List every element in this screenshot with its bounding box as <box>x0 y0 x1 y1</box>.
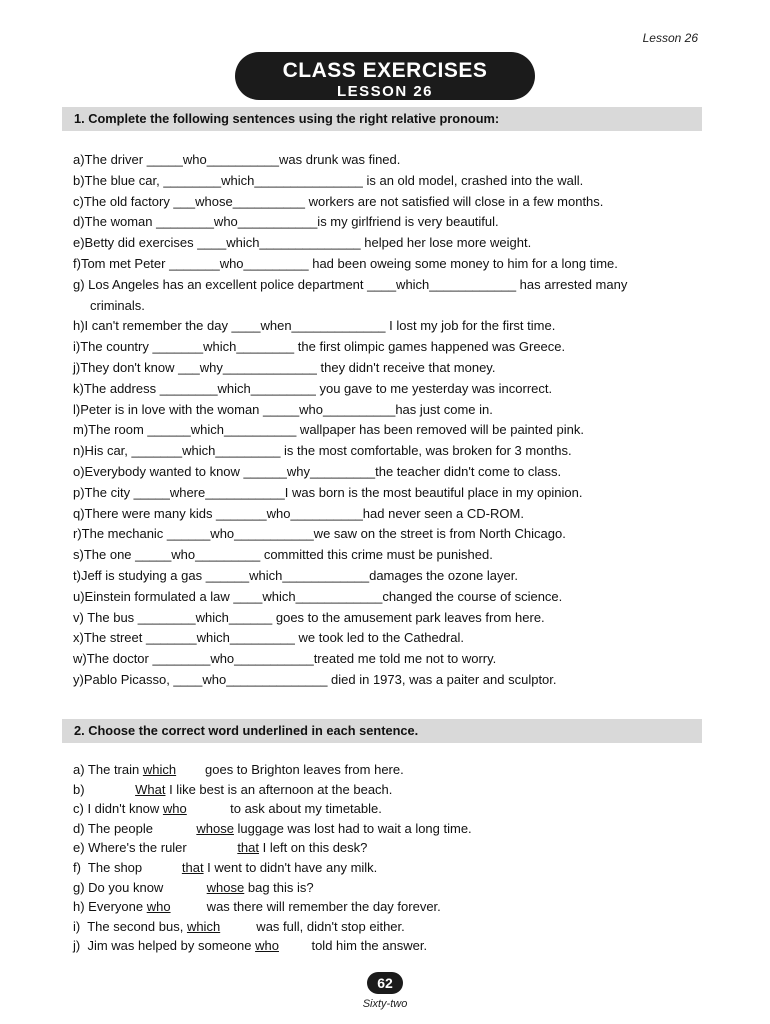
item-text: f) The shop <box>73 859 182 875</box>
item-text: b) <box>73 781 136 797</box>
list-item: a)The driver _____who__________was drunk was fined. <box>73 152 401 167</box>
list-item: m)The room ______which__________ wallpaper has been removed will be painted pink. <box>73 422 584 438</box>
list-item: y)Pablo Picasso, ____who______________ died in 1973, was a paiter and sculptor. <box>73 671 557 687</box>
item-text: e) Where's the ruler <box>73 840 238 856</box>
section-1-list <box>73 150 693 691</box>
list-item <box>73 799 693 819</box>
item-text: d) The people <box>73 820 197 836</box>
item-text: h) Everyone <box>73 899 147 915</box>
item-text: to ask about my timetable. <box>186 801 382 817</box>
item-text: was full, didn't stop either. <box>220 918 405 934</box>
section-2-list <box>73 760 693 956</box>
list-item: d)The woman ________who___________is my girlfriend is very beautiful. <box>73 214 499 230</box>
page-number-badge: 62 <box>367 972 403 994</box>
page-title: CLASS EXERCISES <box>282 59 488 82</box>
list-item-g-line1: g) Los Angeles has an excellent police department ____which____________ has arrested many <box>73 276 628 292</box>
underlined-word: who <box>146 899 171 915</box>
list-item <box>73 838 693 858</box>
list-item <box>73 760 693 780</box>
title-banner <box>235 52 535 100</box>
underlined-word: whose <box>196 820 234 836</box>
list-item: b)The blue car, ________which_______________ is an old model, crashed into the wall. <box>73 172 584 188</box>
page-subtitle: LESSON 26 <box>336 83 434 100</box>
item-text: bag this is? <box>244 879 314 895</box>
underlined-word: that <box>181 859 204 875</box>
item-text: a) The train <box>73 762 143 777</box>
underlined-word: who <box>255 938 279 954</box>
item-text: g) Do you know <box>73 879 207 895</box>
list-item-g <box>73 275 693 317</box>
item-text: j) Jim was helped by someone <box>73 938 256 954</box>
list-item: u)Einstein formulated a law ____which____________changed the course of science. <box>73 588 563 604</box>
list-item <box>73 936 693 956</box>
item-text: I went to didn't have any milk. <box>203 859 378 875</box>
item-text: I like best is an afternoon at the beach. <box>165 781 393 797</box>
lesson-tag: Lesson 26 <box>642 31 698 45</box>
list-item: o)Everybody wanted to know ______why_________the teacher didn't come to class. <box>73 463 562 479</box>
list-item: k)The address ________which_________ you gave to me yesterday was incorrect. <box>73 380 553 396</box>
underlined-word: What <box>135 781 166 797</box>
list-item <box>73 819 693 839</box>
list-item: q)There were many kids _______who__________had never seen a CD-ROM. <box>73 505 524 521</box>
item-text: was there will remember the day forever. <box>170 899 441 915</box>
list-item: v) The bus ________which______ goes to the amusement park leaves from here. <box>73 609 545 625</box>
item-text: c) I didn't know <box>73 801 163 817</box>
item-text: goes to Brighton leaves from here. <box>176 762 404 777</box>
list-item: e)Betty did exercises ____which______________ helped her lose more weight. <box>73 235 532 251</box>
underlined-word: which <box>142 762 177 777</box>
list-item: n)His car, _______which_________ is the most comfortable, was broken for 3 months. <box>73 443 572 459</box>
list-item: h)I can't remember the day ____when_____________ I lost my job for the first time. <box>73 318 556 334</box>
section-1-heading: 1. Complete the following sentences using the right relative pronoum: <box>74 111 500 126</box>
list-item <box>73 858 693 878</box>
list-item: r)The mechanic ______who___________we saw on the street is from North Chicago. <box>73 526 566 542</box>
section-2-heading: 2. Choose the correct word underlined in each sentence. <box>74 723 419 738</box>
page-number-word: Sixty-two <box>362 998 408 1010</box>
list-item: j)They don't know ___why_____________ they didn't receive that money. <box>73 359 496 375</box>
list-item-g-line2: criminals. <box>90 297 145 313</box>
list-item <box>73 917 693 937</box>
item-text: luggage was lost had to wait a long time. <box>233 820 472 836</box>
list-item: p)The city _____where___________I was born is the most beautiful place in my opinion. <box>73 484 583 500</box>
list-item <box>73 780 693 800</box>
underlined-word: that <box>237 840 259 856</box>
section-2-heading-bar <box>62 719 702 743</box>
section-1-heading-bar <box>62 107 702 131</box>
list-item: t)Jeff is studying a gas ______which____________damages the ozone layer. <box>73 567 518 583</box>
item-text: i) The second bus, <box>73 918 187 934</box>
underlined-word: which <box>186 918 221 934</box>
list-item: s)The one _____who_________ committed this crime must be punished. <box>73 547 493 563</box>
list-item: i)The country _______which________ the first olimpic games happened was Greece. <box>73 339 566 355</box>
list-item: f)Tom met Peter _______who_________ had been oweing some money to him for a long time. <box>73 255 618 271</box>
item-text: I left on this desk? <box>259 840 368 856</box>
underlined-word: who <box>162 801 187 817</box>
list-item <box>73 897 693 917</box>
list-item: l)Peter is in love with the woman _____who__________has just come in. <box>73 401 493 417</box>
list-item: x)The street _______which_________ we took led to the Cathedral. <box>73 630 464 646</box>
list-item <box>73 878 693 898</box>
list-item: w)The doctor ________who___________treated me told me not to worry. <box>73 651 497 667</box>
underlined-word: whose <box>206 879 245 895</box>
item-text: told him the answer. <box>278 938 428 954</box>
list-item: c)The old factory ___whose__________ workers are not satisfied will close in a few months. <box>73 193 604 209</box>
